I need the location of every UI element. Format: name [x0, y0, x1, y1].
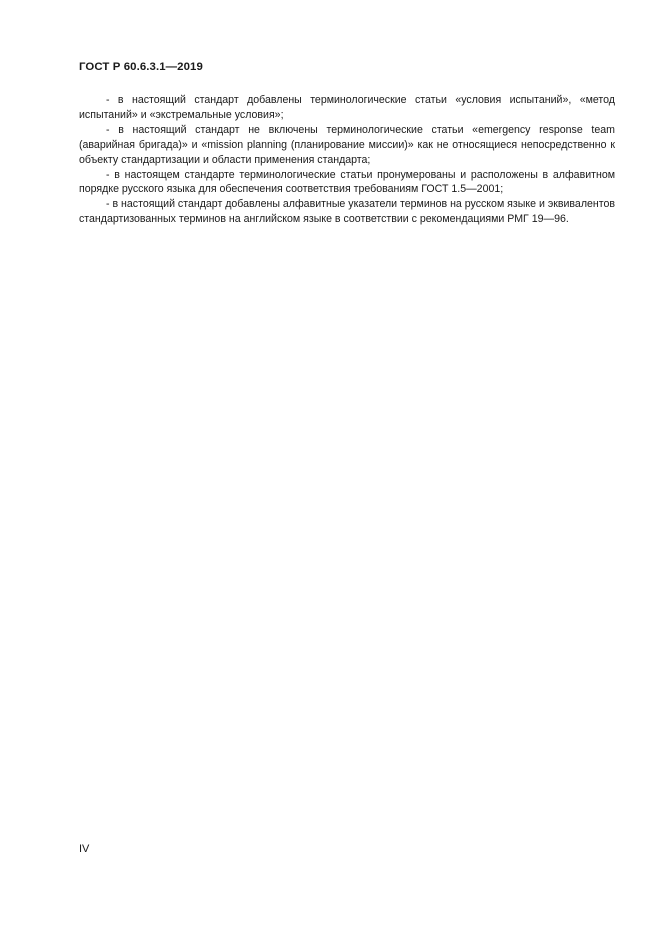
paragraph: - в настоящем стандарте терминологические статьи пронумерованы и расположены в алфавитном порядке русского языка для обеспечения соответствия требованиям ГОСТ 1.5—2001;: [79, 168, 615, 196]
page-number: IV: [79, 843, 90, 855]
paragraph: - в настоящий стандарт добавлены терминологические статьи «условия испытаний», «метод испытаний» и «экстремальные условия»;: [79, 94, 615, 121]
document-body: [79, 93, 615, 227]
paragraph: - в настоящий стандарт добавлены алфавитные указатели терминов на русском языке и эквивалентов стандартизованных терминов на английском языке в соответствии с рекомендациями РМГ 19—96.: [79, 198, 615, 226]
document-header: ГОСТ Р 60.6.3.1—2019: [79, 61, 203, 73]
paragraph: - в настоящий стандарт не включены терминологические статьи «emergency response team (аварийная бригада)» и «mission planning (планирование миссии)» как не относящиеся непосредственно к объекту стандартизации и области применения стандарта;: [79, 123, 615, 166]
